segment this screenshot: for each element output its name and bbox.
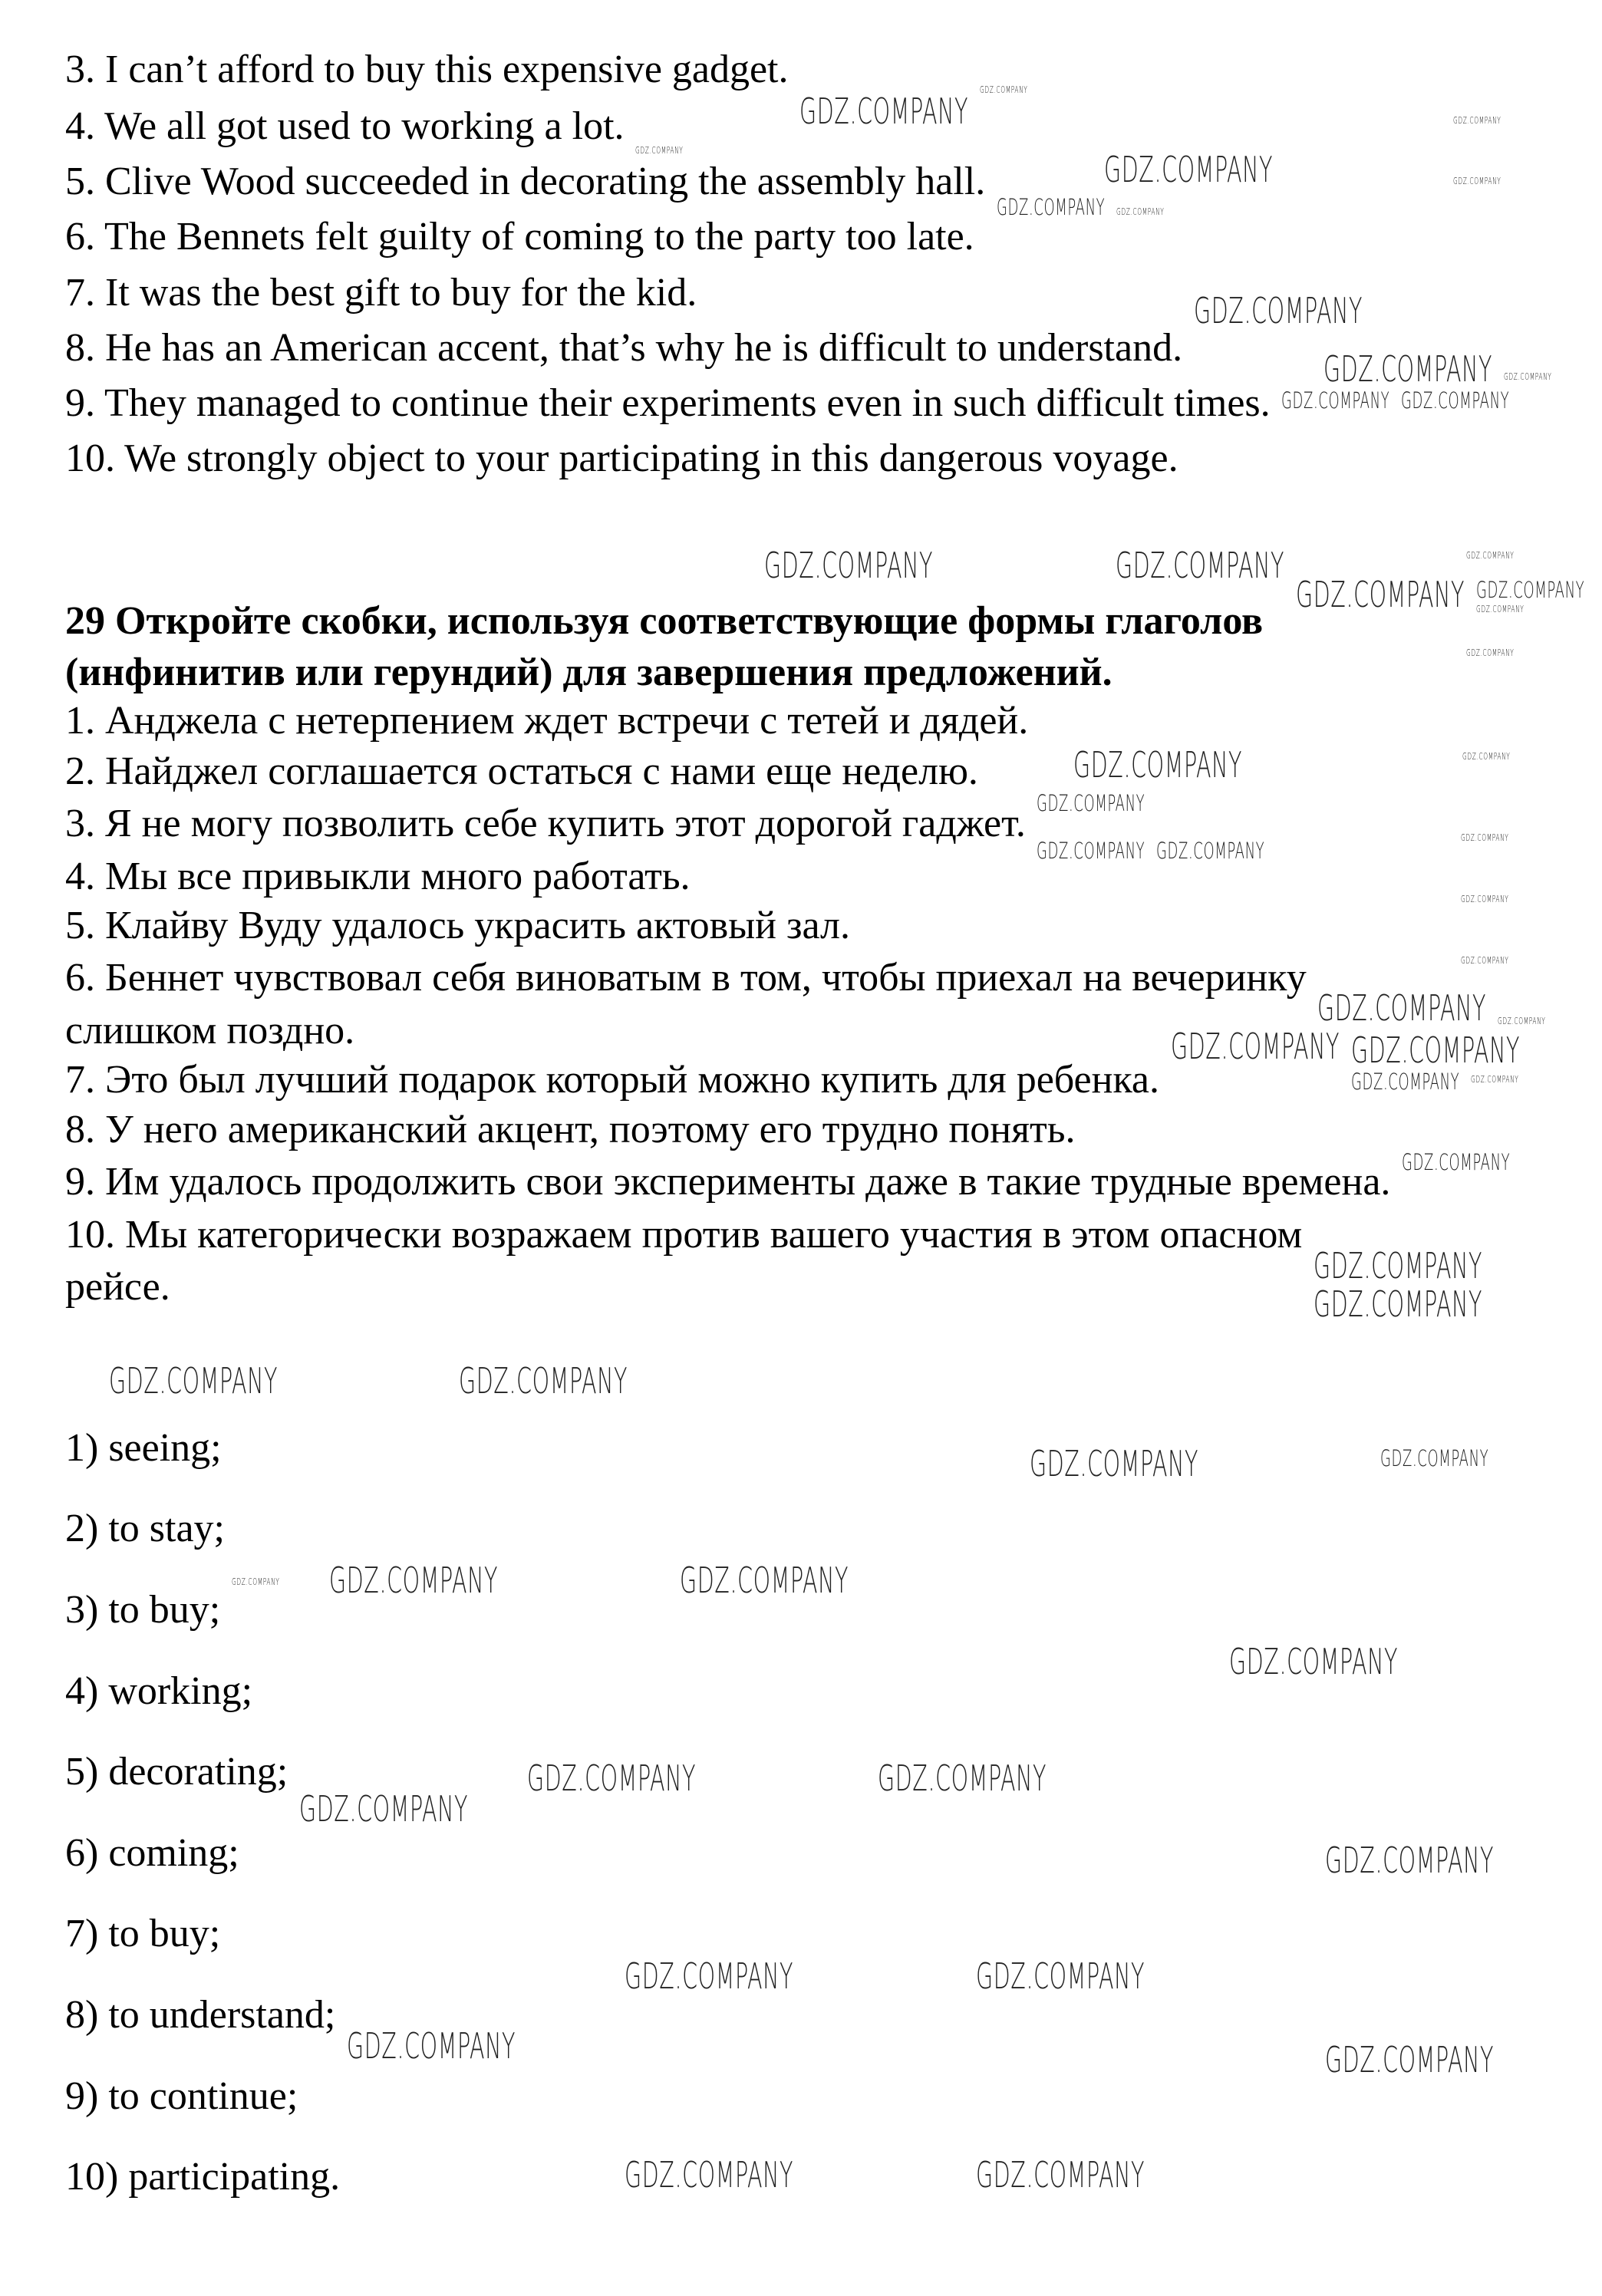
watermark: GDZ.COMPANY	[1453, 115, 1501, 126]
answer-item: 5) decorating;	[65, 1750, 288, 1794]
watermark: GDZ.COMPANY	[527, 1757, 697, 1799]
watermark: GDZ.COMPANY	[1380, 1445, 1489, 1471]
watermark: GDZ.COMPANY	[1476, 604, 1525, 614]
watermark: GDZ.COMPANY	[1476, 577, 1585, 603]
watermark: GDZ.COMPANY	[1073, 744, 1243, 786]
watermark: GDZ.COMPANY	[1504, 371, 1552, 382]
english-sentence: 4. We all got used to working a lot.	[65, 104, 625, 148]
watermark: GDZ.COMPANY	[1325, 2039, 1495, 2080]
answer-item: 2) to stay;	[65, 1507, 225, 1550]
watermark: GDZ.COMPANY	[1461, 894, 1509, 904]
watermark: GDZ.COMPANY	[1461, 955, 1509, 966]
watermark: GDZ.COMPANY	[1317, 987, 1487, 1029]
watermark: GDZ.COMPANY	[347, 2025, 516, 2067]
watermark: GDZ.COMPANY	[799, 91, 969, 132]
watermark: GDZ.COMPANY	[1466, 647, 1515, 658]
russian-sentence: 2. Найджел соглашается остаться с нами еще неделю.	[65, 749, 978, 793]
answer-item: 4) working;	[65, 1669, 253, 1713]
watermark: GDZ.COMPANY	[997, 194, 1106, 220]
watermark: GDZ.COMPANY	[1453, 176, 1501, 186]
watermark: GDZ.COMPANY	[232, 1576, 280, 1587]
watermark: GDZ.COMPANY	[1462, 751, 1511, 762]
watermark: GDZ.COMPANY	[1171, 1026, 1340, 1067]
watermark: GDZ.COMPANY	[109, 1360, 279, 1402]
russian-sentence: 1. Анджела с нетерпением ждет встречи с тетей и дядей.	[65, 699, 1029, 743]
answer-item: 7) to buy;	[65, 1912, 221, 1955]
exercise-heading: 29 Откройте скобки, используя соответствующие формы глаголов	[65, 599, 1264, 643]
watermark: GDZ.COMPANY	[625, 2154, 794, 2196]
watermark: GDZ.COMPANY	[635, 145, 684, 156]
answer-item: 1) seeing;	[65, 1426, 222, 1470]
watermark: GDZ.COMPANY	[1401, 387, 1510, 413]
watermark: GDZ.COMPANY	[1296, 574, 1465, 615]
russian-sentence: 7. Это был лучший подарок который можно купить для ребенка.	[65, 1058, 1160, 1102]
russian-sentence: 3. Я не могу позволить себе купить этот дорогой гаджет.	[65, 802, 1026, 845]
watermark: GDZ.COMPANY	[1498, 1016, 1546, 1026]
watermark: GDZ.COMPANY	[1466, 550, 1515, 561]
watermark: GDZ.COMPANY	[1351, 1069, 1460, 1095]
watermark: GDZ.COMPANY	[980, 84, 1028, 95]
answer-item: 9) to continue;	[65, 2074, 298, 2118]
russian-sentence: 9. Им удалось продолжить свои эксперименты даже в такие трудные времена.	[65, 1160, 1391, 1204]
russian-sentence: слишком поздно.	[65, 1009, 355, 1052]
answer-item: 8) to understand;	[65, 1993, 336, 2037]
watermark: GDZ.COMPANY	[1323, 348, 1493, 390]
english-sentence: 5. Clive Wood succeeded in decorating the assembly hall.	[65, 160, 986, 203]
watermark: GDZ.COMPANY	[1461, 832, 1509, 843]
watermark: GDZ.COMPANY	[976, 1955, 1145, 1997]
answer-item: 10) participating.	[65, 2155, 341, 2199]
watermark: GDZ.COMPANY	[329, 1560, 499, 1601]
watermark: GDZ.COMPANY	[1351, 1029, 1521, 1071]
watermark: GDZ.COMPANY	[1325, 1840, 1495, 1881]
english-sentence: 8. He has an American accent, that’s why he is difficult to understand.	[65, 326, 1183, 370]
english-sentence: 9. They managed to continue their experiments even in such difficult times.	[65, 381, 1271, 425]
russian-sentence: 4. Мы все привыкли много работать.	[65, 855, 691, 898]
english-sentence: 7. It was the best gift to buy for the kid.	[65, 271, 697, 315]
watermark: GDZ.COMPANY	[1104, 149, 1274, 190]
watermark: GDZ.COMPANY	[1116, 206, 1165, 217]
watermark: GDZ.COMPANY	[1194, 290, 1363, 331]
watermark: GDZ.COMPANY	[1281, 387, 1390, 413]
russian-sentence: 8. У него американский акцент, поэтому его трудно понять.	[65, 1108, 1076, 1151]
watermark: GDZ.COMPANY	[1471, 1074, 1519, 1085]
answer-item: 6) coming;	[65, 1831, 239, 1875]
english-sentence: 10. We strongly object to your participating in this dangerous voyage.	[65, 436, 1178, 480]
watermark: GDZ.COMPANY	[299, 1788, 469, 1830]
watermark: GDZ.COMPANY	[1314, 1245, 1483, 1286]
watermark: GDZ.COMPANY	[1229, 1641, 1399, 1682]
watermark: GDZ.COMPANY	[625, 1955, 794, 1997]
answer-item: 3) to buy;	[65, 1588, 221, 1632]
english-sentence: 3. I can’t afford to buy this expensive gadget.	[65, 48, 789, 91]
watermark: GDZ.COMPANY	[1402, 1149, 1511, 1175]
russian-sentence: 5. Клайву Вуду удалось украсить актовый зал.	[65, 904, 850, 947]
english-sentence: 6. The Bennets felt guilty of coming to the party too late.	[65, 215, 974, 259]
russian-sentence: рейсе.	[65, 1265, 170, 1309]
russian-sentence: 6. Беннет чувствовал себя виноватым в том, чтобы приехал на вечеринку	[65, 956, 1307, 1000]
watermark: GDZ.COMPANY	[1037, 838, 1145, 864]
watermark: GDZ.COMPANY	[459, 1360, 628, 1402]
watermark: GDZ.COMPANY	[1314, 1283, 1483, 1325]
watermark: GDZ.COMPANY	[976, 2154, 1145, 2196]
watermark: GDZ.COMPANY	[1156, 838, 1265, 864]
watermark: GDZ.COMPANY	[1030, 1443, 1199, 1484]
watermark: GDZ.COMPANY	[878, 1757, 1047, 1799]
exercise-heading: (инфинитив или герундий) для завершения предложений.	[65, 651, 1112, 694]
watermark: GDZ.COMPANY	[1116, 545, 1285, 586]
russian-sentence: 10. Мы категорически возражаем против вашего участия в этом опасном	[65, 1213, 1303, 1257]
watermark: GDZ.COMPANY	[1037, 790, 1145, 816]
watermark: GDZ.COMPANY	[680, 1560, 849, 1601]
watermark: GDZ.COMPANY	[764, 545, 934, 586]
